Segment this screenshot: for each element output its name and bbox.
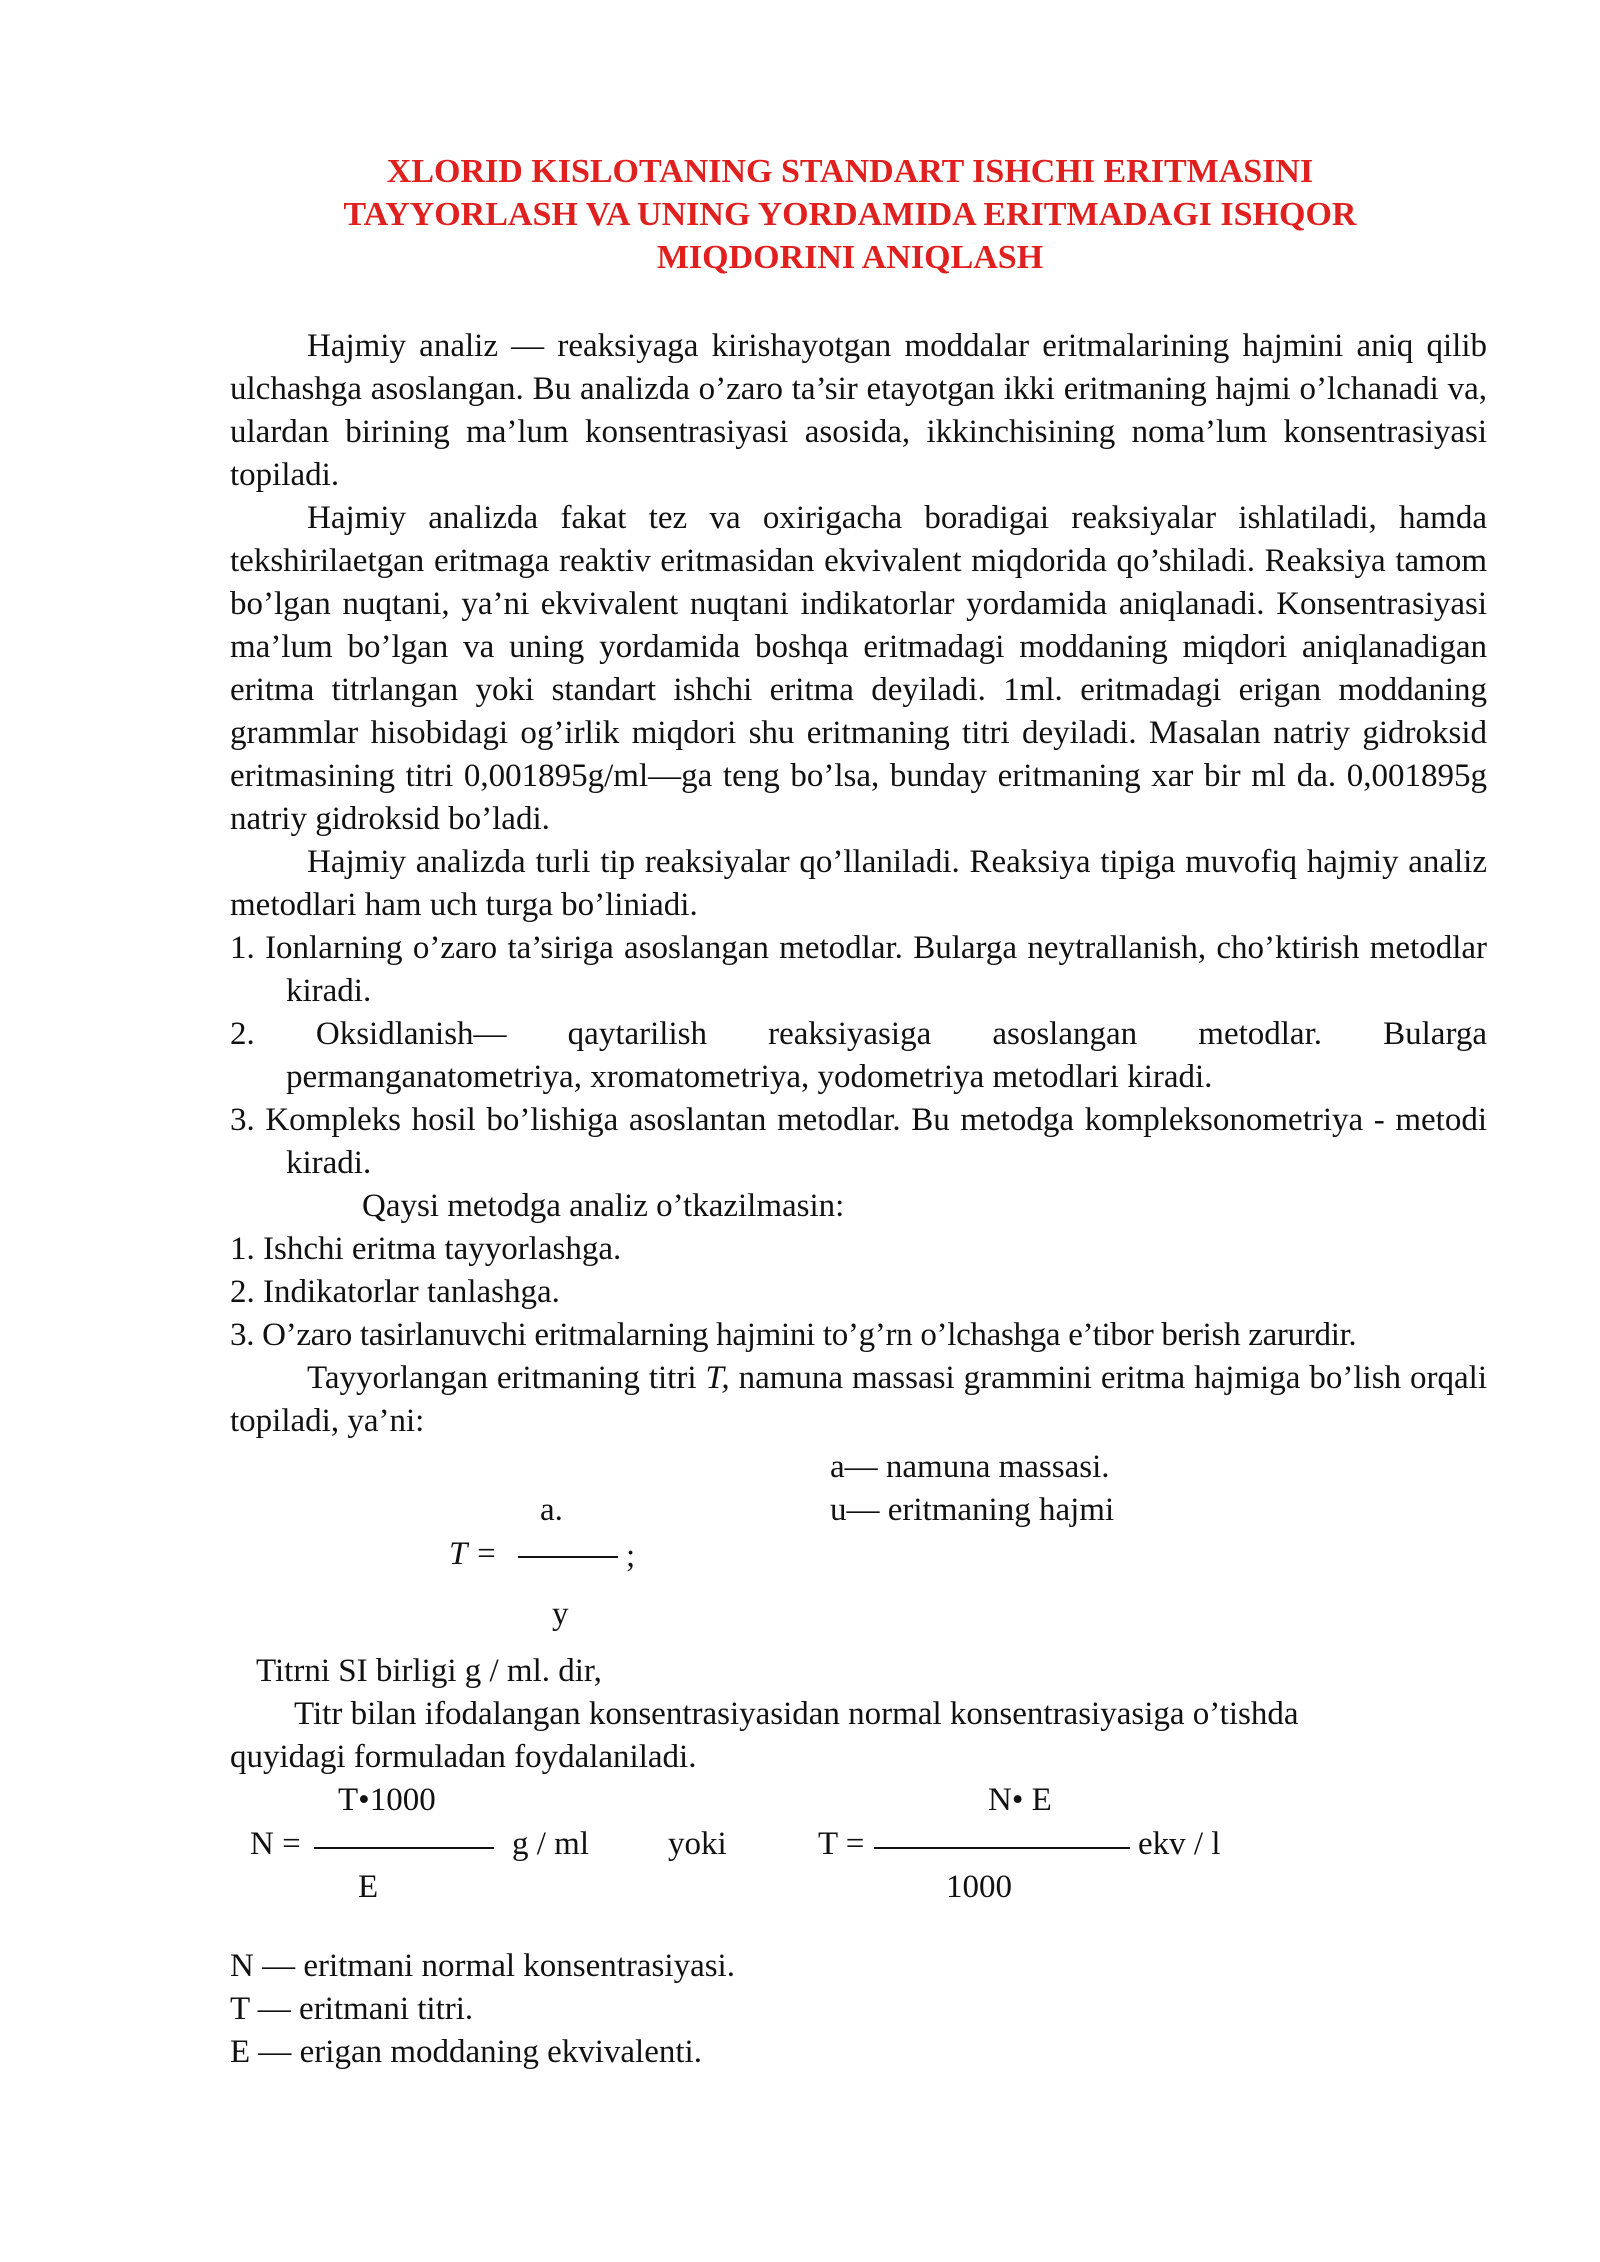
formula2-right-denominator: 1000 [946, 1869, 1012, 1905]
definition-e: E — erigan moddaning ekvivalenti. [230, 2034, 702, 2070]
titr-text-after: namuna massasi grammini eritma hajmiga bo’lish orqali topiladi, ya’ni: [230, 1360, 1487, 1439]
formula2-left-lhs: N = [250, 1826, 301, 1862]
paragraph-methods-intro: Hajmiy analizda turli tip reaksiyalar qo’llaniladi. Reaksiya tipiga muvofiq hajmiy analiz metodlari ham uch turga bo’liniadi. [230, 844, 1487, 923]
titr-text-before: Tayyorlangan eritmaning titri [307, 1360, 706, 1396]
formula2-right-fraction-bar [874, 1847, 1130, 1849]
title-line-1: XLORID KISLOTANING STANDART ISHCHI ERITMASINI [386, 153, 1314, 190]
formula1-denominator: y [552, 1596, 569, 1632]
step-item-2: 2. Indikatorlar tanlashga. [230, 1274, 560, 1310]
si-unit-line: Titrni SI birligi g / ml. dir, [256, 1653, 602, 1689]
formula1-legend-a: a— namuna massasi. [830, 1449, 1110, 1485]
document-body [230, 325, 1496, 1443]
method-item-1: 1. Ionlarning o’zaro ta’siriga asoslangan metodlar. Bulargа neytrallanish, cho’ktirish metodlar kiradi. [230, 930, 1487, 1009]
step-item-3: 3. O’zaro tasirlanuvchi eritmalarning hajmini to’g’rn o’lchashga e’tibor berish zarurdir. [230, 1317, 1357, 1353]
paragraph-intro: Hajmiy analiz — reaksiyaga kirishayotgan moddalar eritmalarining hajmini aniq qilib ulchashga asoslangan. Bu analizda o’zaro ta’sir etayotgan ikki eritmaning hajmi o’lchanadi va, ulardan birining ma’lum konsentrasiyasi asosida, ikkinchisining noma’lum konsentrasiyasi topiladi. [230, 328, 1487, 493]
step-item-1: 1. Ishchi eritma tayyorlashga. [230, 1231, 622, 1267]
document-title [230, 150, 1470, 279]
transition-line-2: quyidagi formuladan foydalaniladi. [230, 1739, 697, 1775]
formula2-right-unit: ekv / l [1138, 1826, 1221, 1862]
formula2-left-numerator: T•1000 [338, 1782, 436, 1818]
formula2-connector: yoki [668, 1826, 727, 1862]
title-line-2: TAYYORLASH VA UNING YORDAMIDA ERITMADAGI ISHQOR [343, 196, 1357, 233]
method-item-2: 2. Oksidlanish— qaytarilish reaksiyasiga asoslangan metodlar. Bularga permanganatometriya, xromatometriya, yodometriya metodlari kiradi. [230, 1016, 1496, 1095]
definition-t: T — eritmani titri. [230, 1991, 474, 2027]
formula1-semicolon: ; [626, 1538, 636, 1574]
formula1-lhs: T = [449, 1536, 498, 1572]
paragraph-titration: Hajmiy analizda fakat tez va oxirigacha boradigai reaksiyalar ishlatiladi, hamda tekshirilaetgan eritmaga reaktiv eritmasidan ekvivalent miqdorida qo’shiladi. Reaksiya tamom bo’lgan nuqtani, ya’ni ekvivalent nuqtani indikatorlar yordamida aniqlanadi. Konsentrasiyasi ma’lum bo’lgan va uning yordamida boshqa eritmadagi moddaning miqdori aniqlanadigan eritma titrlangan yoki standart ishchi eritma deyiladi. 1ml. eritmadagi erigan moddaning grammlar hisobidagi og’irlik miqdori shu eritmaning titri deyiladi. Masalan natriy gidroksid eritmasining titri 0,001895g/ml—ga teng bo’lsa, bunday eritmaning xar bir ml da. 0,001895g natriy gidroksid bo’ladi. [230, 500, 1487, 837]
formula2-left-unit: g / ml [512, 1826, 590, 1862]
formula1-fraction-bar [518, 1556, 618, 1558]
formula2-left-fraction-bar [314, 1847, 494, 1849]
titr-symbol: T, [705, 1360, 730, 1396]
title-line-3: MIQDORINI ANIQLASH [656, 239, 1044, 276]
formula1-legend-u: u— eritmaning hajmi [830, 1492, 1115, 1528]
question-line: Qaysi metodga analiz o’tkazilmasin: [362, 1188, 845, 1224]
formula2-right-numerator: N• E [988, 1782, 1052, 1818]
formula1-numerator: a. [540, 1492, 563, 1528]
paragraph-titr-definition [230, 1357, 1487, 1443]
formula2-right-lhs: T = [818, 1826, 865, 1862]
transition-line-1: Titr bilan ifodalangan konsentrasiyasidan normal konsentrasiyasiga o’tishda [294, 1696, 1299, 1732]
method-item-3: 3. Kompleks hosil bo’lishiga asoslantan metodlar. Bu metodga kompleksonometriya - metodi kiradi. [230, 1102, 1487, 1181]
definition-n: N — eritmani normal konsentrasiyasi. [230, 1948, 735, 1984]
formula2-left-denominator: E [358, 1869, 379, 1905]
